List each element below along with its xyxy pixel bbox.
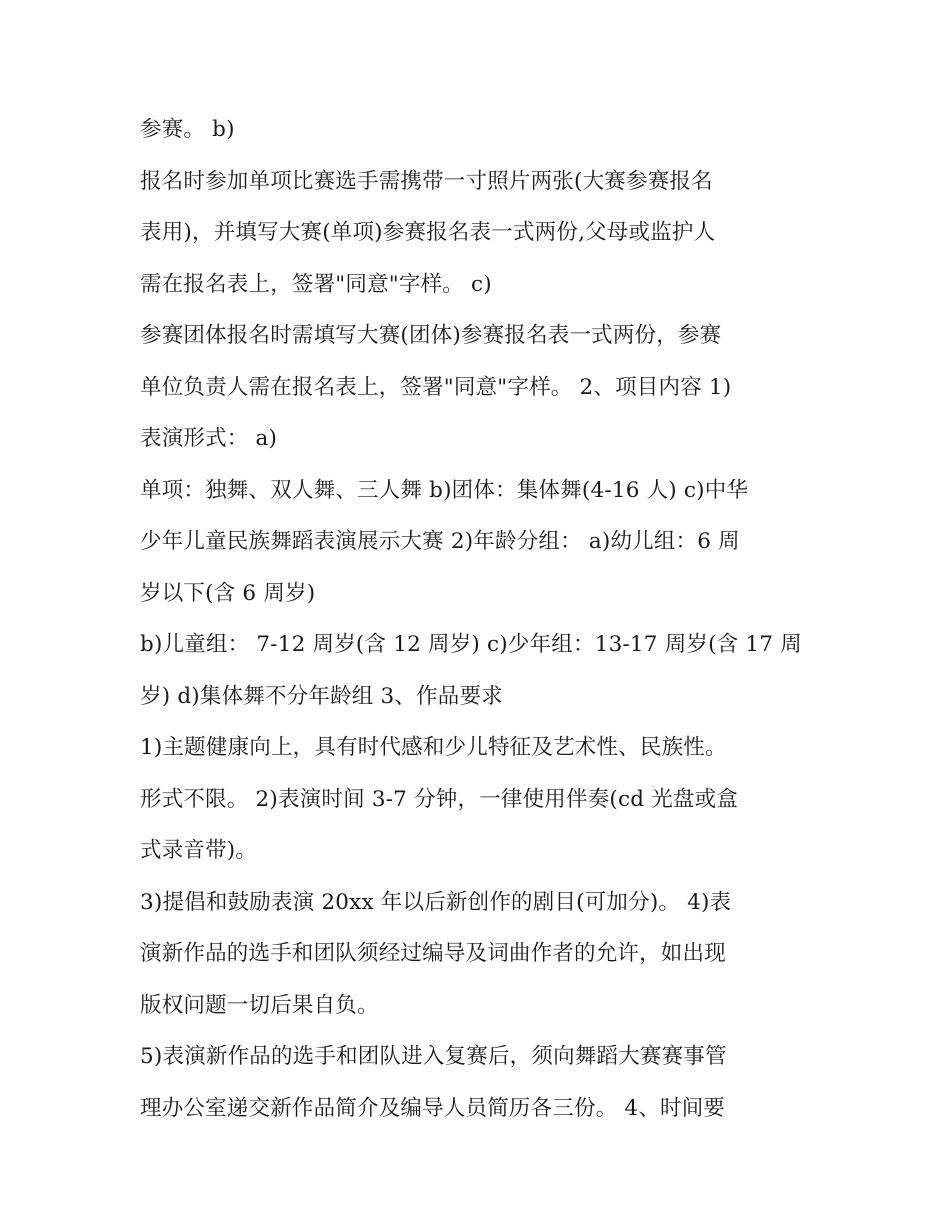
text-line: 单位负责人需在报名表上，签署"同意"字样。 2、项目内容 1)	[140, 374, 732, 400]
text-line: 版权问题一切后果自负。	[140, 992, 379, 1018]
text-line: 少年儿童民族舞蹈表演展示大赛 2)年龄分组： a)幼儿组：6 周	[140, 529, 740, 554]
text-line: 1)主题健康向上，具有时代感和少儿特征及艺术性、民族性。	[140, 735, 727, 760]
text-line: 3)提倡和鼓励表演 20xx 年以后新创作的剧目(可加分)。 4)表	[140, 889, 732, 915]
text-line: 岁以下(含 6 周岁)	[140, 580, 316, 606]
text-line: 理办公室递交新作品简介及编导人员简历各三份。 4、时间要	[140, 1095, 726, 1121]
text-line: 式录音带)。	[140, 838, 258, 863]
text-line: 表用)，并填写大赛(单项)参赛报名表一式两份,父母或监护人	[140, 220, 716, 245]
text-line: 演新作品的选手和团队须经过编导及词曲作者的允许，如出现	[140, 941, 726, 966]
text-line: 岁) d)集体舞不分年龄组 3、作品要求	[140, 683, 503, 709]
text-line: 报名时参加单项比赛选手需携带一寸照片两张(大赛参赛报名	[140, 168, 713, 194]
text-line: 参赛团体报名时需填写大赛(团体)参赛报名表一式两份，参赛	[140, 323, 722, 348]
text-line: 形式不限。 2)表演时间 3-7 分钟，一律使用伴奏(cd 光盘或盒	[140, 786, 739, 812]
text-line: 单项：独舞、双人舞、三人舞 b)团体：集体舞(4-16 人) c)中华	[140, 477, 749, 503]
text-line: 5)表演新作品的选手和团队进入复赛后，须向舞蹈大赛赛事管	[140, 1044, 727, 1069]
text-line: 表演形式： a)	[140, 426, 278, 451]
document-body	[140, 104, 820, 1134]
text-line: 需在报名表上，签署"同意"字样。 c)	[140, 271, 492, 297]
text-line: b)儿童组： 7-12 周岁(含 12 周岁) c)少年组：13-17 周岁(含 17 周	[140, 632, 802, 657]
text-line: 参赛。 b)	[140, 117, 235, 142]
